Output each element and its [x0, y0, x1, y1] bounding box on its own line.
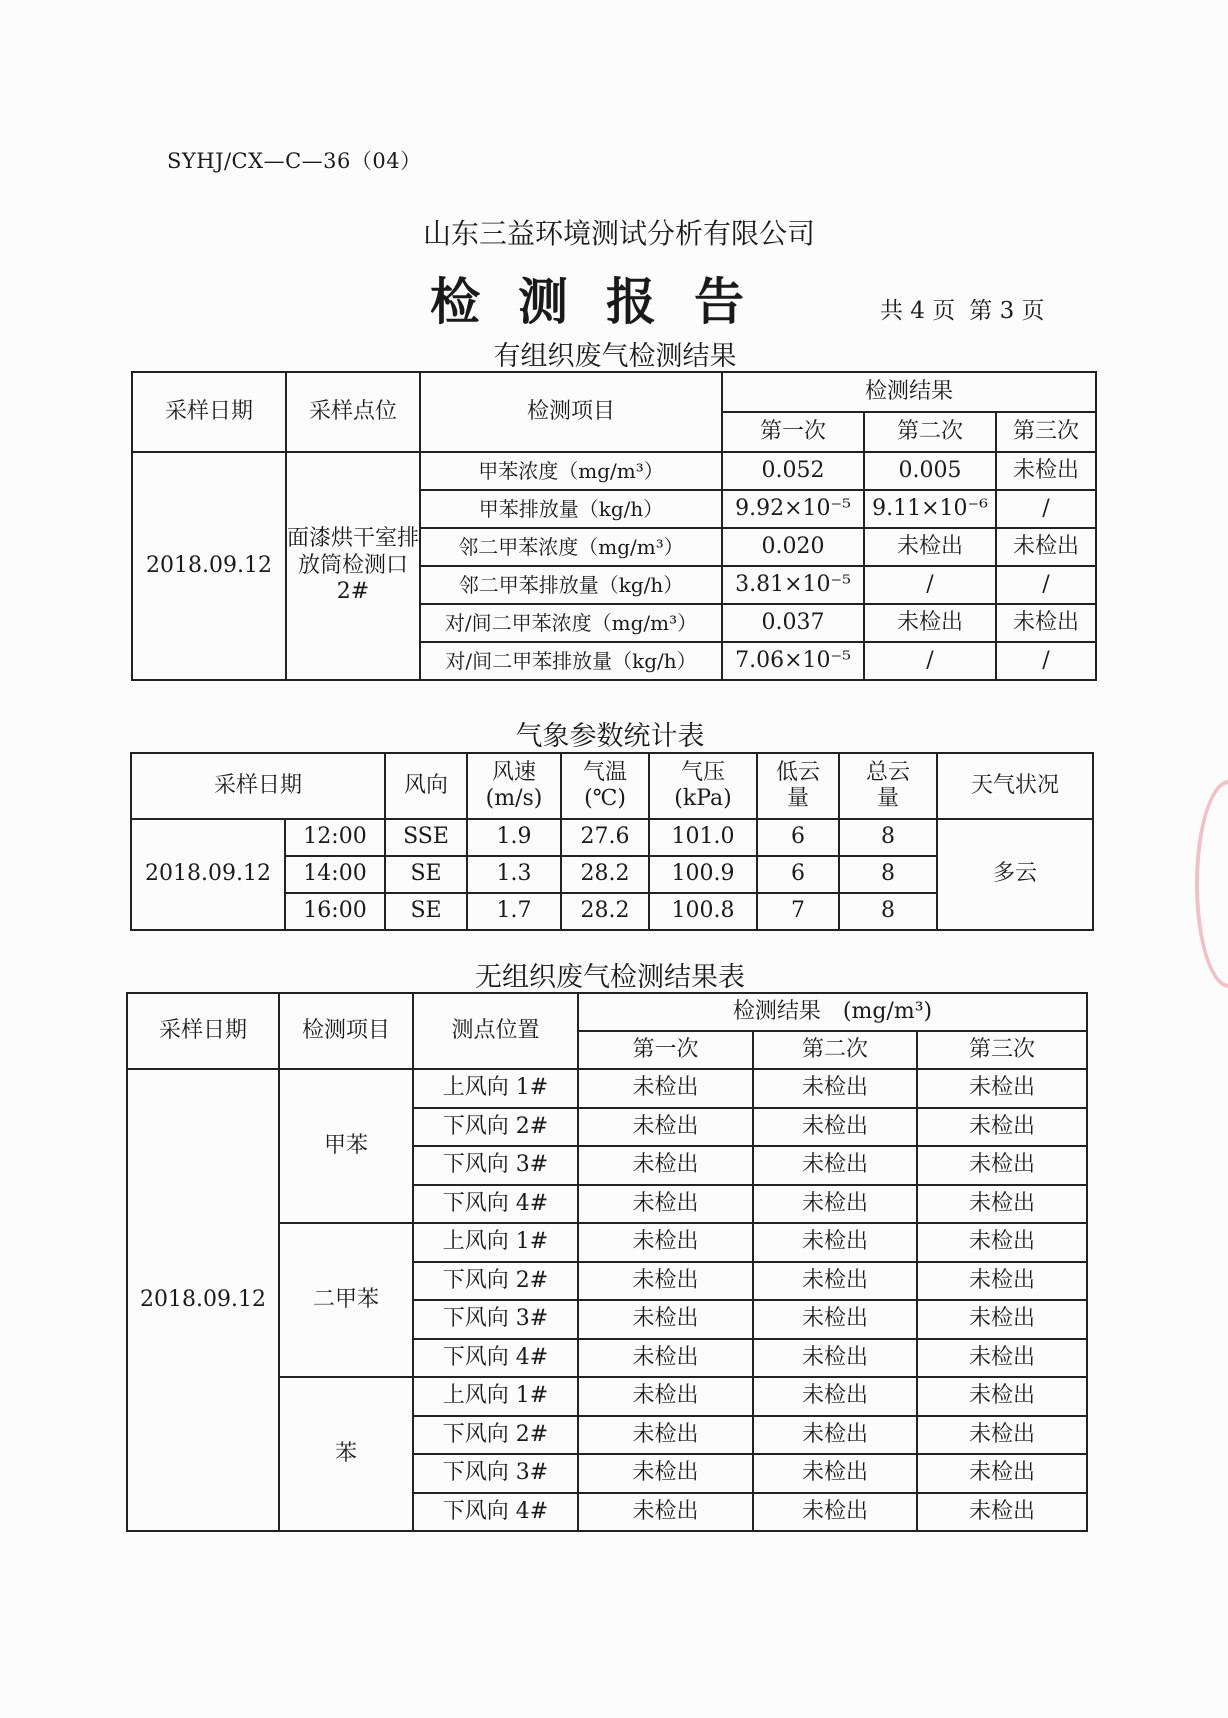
company-name — [0, 212, 1228, 252]
result-3: 未检出 — [996, 604, 1096, 642]
header-location: 测点位置 — [413, 993, 578, 1069]
result-2: / — [864, 642, 996, 680]
test-item: 邻二甲苯排放量（kg/h） — [420, 566, 722, 604]
result-1: 未检出 — [578, 1262, 753, 1301]
result-3: 未检出 — [996, 452, 1096, 490]
result-3: 未检出 — [917, 1377, 1087, 1416]
result-2: 0.005 — [864, 452, 996, 490]
header-wind-speed — [467, 753, 561, 819]
result-3: 未检出 — [917, 1339, 1087, 1378]
sampling-location: 下风向 3# — [413, 1146, 578, 1185]
sampling-date: 2018.09.12 — [132, 452, 286, 680]
result-1: 未检出 — [578, 1185, 753, 1224]
header-r1: 第一次 — [722, 412, 864, 452]
header-item: 检测项目 — [279, 993, 413, 1069]
unorganized-table-body — [127, 993, 1087, 1531]
result-1: 0.052 — [722, 452, 864, 490]
header-low-cloud — [757, 753, 839, 819]
sampling-date: 2018.09.12 — [131, 819, 285, 930]
result-2: 未检出 — [753, 1493, 917, 1532]
result-1: 未检出 — [578, 1454, 753, 1493]
sampling-location: 上风向 1# — [413, 1377, 578, 1416]
total-cloud: 8 — [839, 893, 937, 930]
sampling-location: 下风向 4# — [413, 1339, 578, 1378]
organized-table-body — [132, 372, 1096, 680]
test-item: 甲苯 — [279, 1069, 413, 1223]
sampling-location: 下风向 2# — [413, 1108, 578, 1147]
header-total-cloud — [839, 753, 937, 819]
weather-condition: 多云 — [937, 819, 1093, 930]
low-cloud: 6 — [757, 856, 839, 893]
sampling-location: 上风向 1# — [413, 1069, 578, 1108]
low-cloud: 7 — [757, 893, 839, 930]
result-3: 未检出 — [917, 1069, 1087, 1108]
weather-table-body — [131, 753, 1093, 930]
result-1: 0.037 — [722, 604, 864, 642]
result-1: 未检出 — [578, 1069, 753, 1108]
header-r3: 第三次 — [996, 412, 1096, 452]
result-2: 未检出 — [753, 1300, 917, 1339]
header-date: 采样日期 — [131, 753, 385, 819]
result-2: 未检出 — [753, 1377, 917, 1416]
weather-table — [130, 752, 1094, 931]
pressure: 100.9 — [649, 856, 757, 893]
test-item: 甲苯排放量（kg/h） — [420, 490, 722, 528]
result-2: / — [864, 566, 996, 604]
sampling-point: 面漆烘干室排放筒检测口 2# — [286, 452, 420, 680]
organized-caption: 有组织废气检测结果 — [493, 341, 737, 372]
company-name-text: 山东三益环境测试分析有限公司 — [422, 217, 815, 250]
wind-direction: SSE — [385, 819, 467, 856]
result-3: 未检出 — [917, 1108, 1087, 1147]
organized-table — [131, 371, 1097, 681]
test-item: 对/间二甲苯排放量（kg/h） — [420, 642, 722, 680]
sampling-time: 12:00 — [285, 819, 385, 856]
header-pressure — [649, 753, 757, 819]
page-total: 共 4 页 — [880, 298, 956, 324]
wind-speed-unit: (m/s) — [485, 786, 543, 811]
wind-direction: SE — [385, 856, 467, 893]
page-current: 第 3 页 — [969, 298, 1045, 324]
temp-label: 气温 — [583, 759, 628, 785]
table-row — [131, 819, 1093, 856]
result-3: 未检出 — [917, 1223, 1087, 1262]
result-1: 7.06×10⁻⁵ — [722, 642, 864, 680]
result-1: 未检出 — [578, 1300, 753, 1339]
header-r3: 第三次 — [917, 1031, 1087, 1069]
result-3: 未检出 — [917, 1493, 1087, 1532]
result-1: 未检出 — [578, 1223, 753, 1262]
result-3: 未检出 — [996, 528, 1096, 566]
result-2: 未检出 — [753, 1146, 917, 1185]
result-2: 9.11×10⁻⁶ — [864, 490, 996, 528]
result-1: 0.020 — [722, 528, 864, 566]
table-row — [127, 1069, 1087, 1108]
pressure-label: 气压 — [681, 759, 726, 785]
result-3: 未检出 — [917, 1416, 1087, 1455]
temperature: 28.2 — [561, 893, 649, 930]
result-2: 未检出 — [753, 1339, 917, 1378]
result-3: / — [996, 566, 1096, 604]
sampling-location: 下风向 4# — [413, 1185, 578, 1224]
temperature: 28.2 — [561, 856, 649, 893]
result-1: 9.92×10⁻⁵ — [722, 490, 864, 528]
result-2: 未检出 — [864, 528, 996, 566]
sampling-location: 下风向 2# — [413, 1262, 578, 1301]
pressure: 101.0 — [649, 819, 757, 856]
low-cloud: 6 — [757, 819, 839, 856]
result-1: 未检出 — [578, 1377, 753, 1416]
result-2: 未检出 — [753, 1454, 917, 1493]
document-code: SYHJ/CX—C—36（04） — [167, 149, 422, 173]
header-item: 检测项目 — [420, 372, 722, 452]
result-2: 未检出 — [864, 604, 996, 642]
test-item: 二甲苯 — [279, 1223, 413, 1377]
header-results: 检测结果 — [722, 372, 1096, 412]
result-1: 未检出 — [578, 1146, 753, 1185]
pressure: 100.8 — [649, 893, 757, 930]
wind-speed-label: 风速 — [492, 759, 537, 785]
table-row — [132, 452, 1096, 490]
result-1: 3.81×10⁻⁵ — [722, 566, 864, 604]
page-info — [880, 292, 1045, 325]
header-r2: 第二次 — [753, 1031, 917, 1069]
test-item: 甲苯浓度（mg/m³） — [420, 452, 722, 490]
result-2: 未检出 — [753, 1262, 917, 1301]
result-1: 未检出 — [578, 1339, 753, 1378]
temp-unit: (℃) — [584, 786, 626, 811]
red-seal-stamp — [1195, 780, 1228, 988]
result-3: / — [996, 642, 1096, 680]
sampling-location: 下风向 2# — [413, 1416, 578, 1455]
sampling-time: 14:00 — [285, 856, 385, 893]
header-wind-dir: 风向 — [385, 753, 467, 819]
test-item: 苯 — [279, 1377, 413, 1531]
low-cloud-label-2: 量 — [787, 786, 810, 811]
total-cloud: 8 — [839, 819, 937, 856]
result-2: 未检出 — [753, 1108, 917, 1147]
header-date: 采样日期 — [127, 993, 279, 1069]
total-cloud-label: 总云 — [866, 759, 911, 785]
sampling-location: 下风向 4# — [413, 1493, 578, 1532]
wind-direction: SE — [385, 893, 467, 930]
header-results: 检测结果 (mg/m³) — [578, 993, 1087, 1031]
unorganized-caption: 无组织废气检测结果表 — [475, 962, 745, 993]
report-title: 检测报告 — [430, 272, 782, 331]
result-2: 未检出 — [753, 1185, 917, 1224]
sampling-location: 上风向 1# — [413, 1223, 578, 1262]
result-3: 未检出 — [917, 1146, 1087, 1185]
pressure-unit: (kPa) — [674, 786, 732, 811]
test-item: 邻二甲苯浓度（mg/m³） — [420, 528, 722, 566]
header-condition: 天气状况 — [937, 753, 1093, 819]
sampling-location: 下风向 3# — [413, 1300, 578, 1339]
sampling-time: 16:00 — [285, 893, 385, 930]
total-cloud-label-2: 量 — [877, 786, 900, 811]
total-cloud: 8 — [839, 856, 937, 893]
temperature: 27.6 — [561, 819, 649, 856]
test-item: 对/间二甲苯浓度（mg/m³） — [420, 604, 722, 642]
result-3: 未检出 — [917, 1262, 1087, 1301]
result-2: 未检出 — [753, 1416, 917, 1455]
result-1: 未检出 — [578, 1416, 753, 1455]
wind-speed: 1.9 — [467, 819, 561, 856]
low-cloud-label: 低云 — [776, 759, 821, 785]
wind-speed: 1.3 — [467, 856, 561, 893]
sampling-date: 2018.09.12 — [127, 1069, 279, 1531]
result-1: 未检出 — [578, 1493, 753, 1532]
result-3: 未检出 — [917, 1454, 1087, 1493]
result-3: 未检出 — [917, 1300, 1087, 1339]
result-3: 未检出 — [917, 1185, 1087, 1224]
result-2: 未检出 — [753, 1069, 917, 1108]
weather-caption: 气象参数统计表 — [515, 721, 705, 752]
header-date: 采样日期 — [132, 372, 286, 452]
header-point: 采样点位 — [286, 372, 420, 452]
result-3: / — [996, 490, 1096, 528]
wind-speed: 1.7 — [467, 893, 561, 930]
header-r1: 第一次 — [578, 1031, 753, 1069]
header-r2: 第二次 — [864, 412, 996, 452]
header-temp — [561, 753, 649, 819]
result-2: 未检出 — [753, 1223, 917, 1262]
result-1: 未检出 — [578, 1108, 753, 1147]
unorganized-table — [126, 992, 1088, 1532]
sampling-location: 下风向 3# — [413, 1454, 578, 1493]
